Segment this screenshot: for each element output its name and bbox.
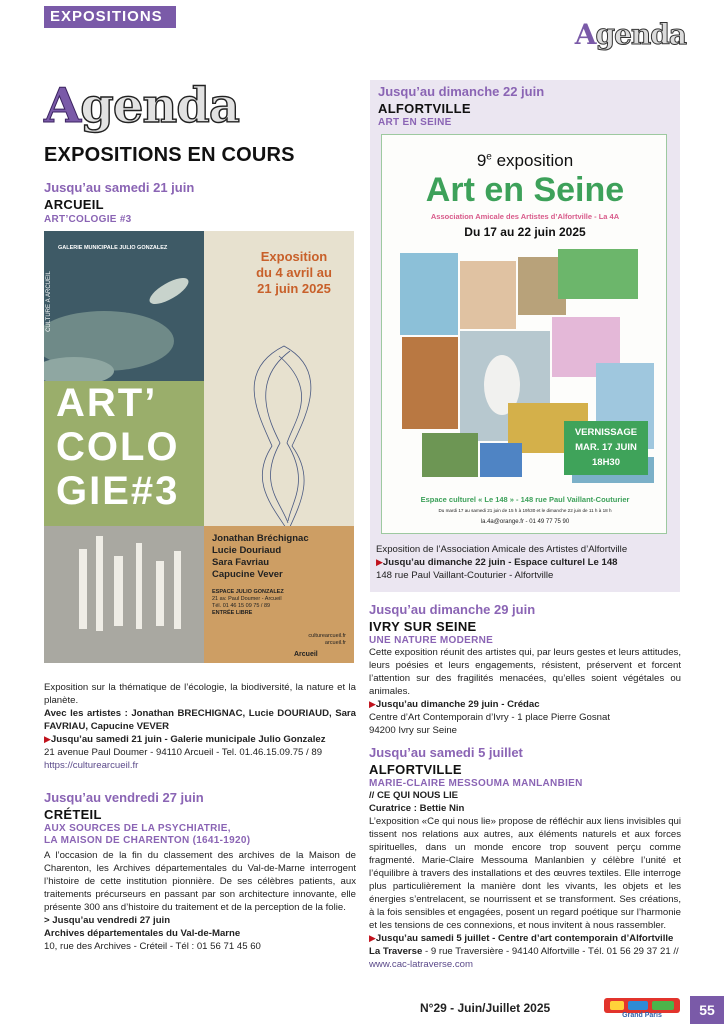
ivry-address-1: Centre d’Art Contemporain d’Ivry - 1 place Pierre Gosnat [369, 712, 611, 723]
ivry-city: IVRY SUR SEINE [369, 619, 477, 634]
lie-city: ALFORTVILLE [369, 762, 462, 777]
poster-big-title: ART’ COLO GIE#3 [56, 381, 180, 513]
arcueil-city: ARCUEIL [44, 197, 104, 212]
ivry-subtitle: UNE NATURE MODERNE [369, 635, 494, 646]
poster-association: Association Amicale des Artistes d’Alfortville - La 4A [430, 212, 620, 221]
poster-hours: Du mardi 17 au samedi 21 juin de 15 h à 19h30 et le dimanche 22 juin de 11 h à 18 h [438, 508, 612, 513]
poster-side-text: CULTURE À ARCUEIL [46, 271, 52, 332]
creteil-venue: Archives départementales du Val-de-Marne [44, 928, 241, 939]
poster-artists: Jonathan Bréchignac Lucie Douriaud Sara Favriau Capucine Vever [212, 533, 309, 580]
lie-curator: Curatrice : Bettie Nin [369, 803, 465, 814]
creteil-city: CRÉTEIL [44, 807, 102, 822]
arcueil-subtitle: ART’COLOGIE #3 [44, 214, 132, 225]
agenda-corner-logo: Agenda [574, 18, 686, 51]
seine-description: Exposition de l’Association Amicale des Artistes d’Alfortville [376, 544, 628, 555]
creteil-event [44, 790, 356, 953]
arrow-icon: ▶ [376, 557, 383, 567]
poster-sites: culturearcueil.fr arcueil.fr [308, 633, 346, 646]
seine-date: Jusqu’au dimanche 22 juin [378, 84, 545, 99]
arcueil-header [44, 180, 354, 225]
poster-dates: Du 17 au 22 juin 2025 [464, 225, 586, 239]
arcueil-description: Exposition sur la thématique de l’écologie, la biodiversité, la nature et la planète. [44, 682, 356, 706]
poster-title: Art en Seine [425, 171, 625, 209]
issue-number: N°29 - Juin/Juillet 2025 [420, 1001, 551, 1015]
page-title: EXPOSITIONS EN COURS [44, 144, 295, 166]
poster-expo-dates: Exposition du 4 avril au 21 juin 2025 [256, 249, 332, 296]
arcueil-until: ▶Jusqu’au samedi 21 juin - Galerie municipale Julio Gonzalez [44, 734, 326, 745]
arcueil-url[interactable]: https://culturearcueil.fr [44, 760, 139, 771]
creteil-address: 10, rue des Archives - Créteil - Tél : 01 56 71 45 60 [44, 941, 261, 952]
creteil-subtitle: AUX SOURCES DE LA PSYCHIATRIE, LA MAISON DE CHARENTON (1641-1920) [44, 823, 251, 846]
poster-contact: la.4a@orange.fr - 01 49 77 75 90 [480, 519, 570, 525]
ivry-event [369, 602, 681, 737]
ivry-description: Cette exposition réunit des artistes qui, par leurs gestes et leurs attitudes, leurs poésies et leurs engagements, résistent, préservent et forcent l’attention sur des fragilités menacées, qu’elles soient végétales ou animales. [369, 647, 681, 697]
artcologie-poster [44, 231, 354, 663]
arcueil-logo: Arcueil [294, 651, 318, 658]
arcueil-artists-line: Avec les artistes : Jonathan BRECHIGNAC, Lucie DOURIAUD, Sara FAVRIAU, Capucine VEVER [44, 708, 356, 732]
section-tag: EXPOSITIONS [44, 6, 176, 28]
arrow-icon: ▶ [369, 933, 376, 943]
vernissage-badge: VERNISSAGE MAR. 17 JUIN 18H30 [564, 421, 648, 475]
ivry-address-2: 94200 Ivry sur Seine [369, 725, 457, 736]
arcueil-address: 21 avenue Paul Doumer - 94110 Arcueil - Tel. 01.46.15.09.75 / 89 [44, 747, 323, 758]
creteil-date: Jusqu’au vendredi 27 juin [44, 790, 204, 805]
poster-venue-info: ESPACE JULIO GONZALEZ 21 av. Paul Doumer - Arcueil Tél. 01 46 15 09 75 / 89 ENTRÉE LIBRE [212, 589, 284, 616]
lie-venue: La Traverse - 9 rue Traversière - 94140 Alfortville - Tél. 01 56 29 37 21 // [369, 946, 679, 957]
seine-address: 148 rue Paul Vaillant-Couturier - Alfortville [376, 570, 554, 581]
arrow-icon: ▶ [44, 734, 51, 744]
creteil-until: > Jusqu’au vendredi 27 juin [44, 915, 171, 926]
lie-subtitle: MARIE-CLAIRE MESSOUMA MANLANBIEN [369, 778, 583, 789]
ivry-date: Jusqu’au dimanche 29 juin [369, 602, 536, 617]
ivry-until: ▶Jusqu’au dimanche 29 juin - Crédac [369, 699, 540, 710]
lie-description: L’exposition «Ce qui nous lie» propose de réfléchir aux liens invisibles qui tissent nos relations aux autres, aux éléments naturels et aux forces spirituelles, dans un monde encore trop souvent perçu comme fragmenté. Marie-Claire Messouma Manlanbien y célèbre l’unité et l’équilibre à travers des installations et des œuvres textiles. Elle interroge plus particulièrement la manière dont les vivants, les objets et les énergies s’entrelacent, se nourrissent et se transforment. Ses créations, à la fois sensibles et engagées, posent un regard poétique sur l’harmonie et les tensions de ces connexions, et nous invitent à nous rassembler. [369, 816, 681, 931]
seine-subtitle: ART EN SEINE [378, 117, 452, 128]
seine-until: ▶Jusqu’au dimanche 22 juin - Espace culturel Le 148 [376, 557, 618, 568]
poster-gallery: GALERIE MUNICIPALE JULIO GONZALEZ [58, 245, 168, 251]
creteil-description: A l’occasion de la fin du classement des archives de la Maison de Charenton, les Archives départementales du Val-de-Marne interrogent l’histoire de cette institution pionnière. De ses célèbres patients, aux traitements précurseurs en passant par son architecture innovante, elle présente 300 ans d’histoire du traitement et de la perception de la folie. [44, 850, 356, 913]
poster-venue-line: Espace culturel « Le 148 » - 148 rue Paul Vaillant-Couturier [420, 495, 630, 504]
lie-until: ▶Jusqu’au samedi 5 juillet - Centre d’art contemporain d’Alfortville [369, 933, 674, 944]
lie-url[interactable]: www.cac-latraverse.com [369, 959, 473, 970]
art-en-seine-poster [381, 134, 667, 534]
agenda-title: Agenda [44, 78, 239, 134]
art-en-seine-panel [370, 80, 680, 592]
alfortville-lie-event [369, 745, 681, 971]
seine-city: ALFORTVILLE [378, 101, 471, 116]
magazine-logo [604, 998, 680, 1022]
poster-edition: 9e exposition [476, 151, 574, 170]
arrow-icon: ▶ [369, 699, 376, 709]
page-number: 55 [690, 996, 724, 1024]
lie-title: // CE QUI NOUS LIE [369, 790, 459, 801]
magazine-logo-subtitle: Grand Paris [622, 1012, 662, 1019]
lie-date: Jusqu’au samedi 5 juillet [369, 745, 523, 760]
arcueil-date: Jusqu’au samedi 21 juin [44, 180, 195, 195]
arcueil-details [44, 681, 356, 772]
